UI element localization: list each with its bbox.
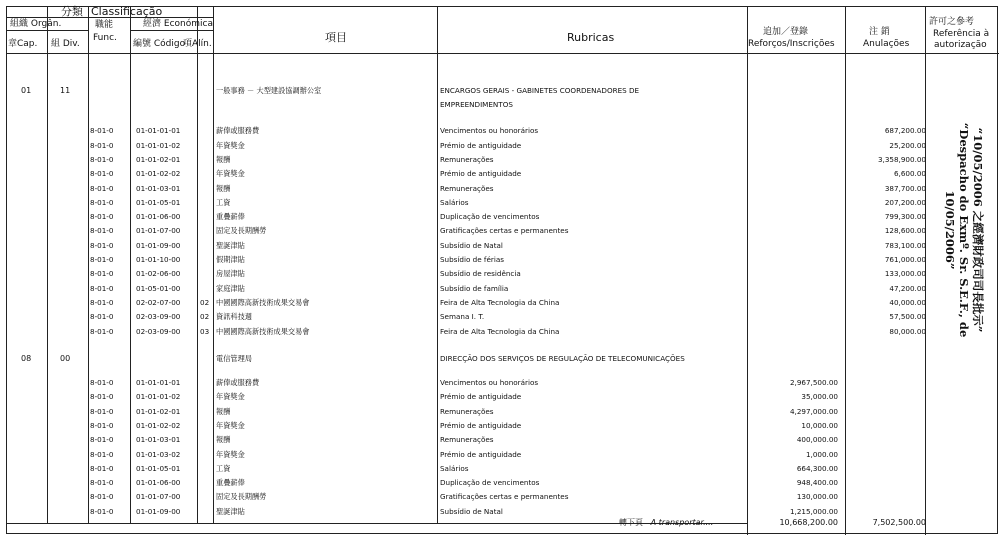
item-zh-cell: 報酬	[216, 406, 231, 416]
cap-cell: 08	[21, 354, 32, 363]
table-row	[7, 283, 999, 295]
rubrica-cell: Subsídio de férias	[440, 255, 504, 264]
table-row	[7, 268, 999, 280]
anulacao-cell: 207,200.00	[884, 197, 926, 207]
item-zh-cell: 電信管理局	[216, 354, 252, 363]
rubrica-cell: Prémio de antiguidade	[440, 392, 522, 402]
header-code-zh: 編號	[133, 39, 152, 49]
item-zh-cell: 年資獎金	[216, 420, 245, 430]
table-row	[7, 449, 999, 461]
reforco-cell: 664,300.00	[796, 463, 838, 473]
code-cell: 01-01-01-01	[136, 378, 181, 387]
alin-cell: 02	[200, 312, 210, 322]
func-cell: 8-01-0	[90, 420, 114, 430]
rubrica-cell: DIRECÇÃO DOS SERVIÇOS DE REGULAÇÃO DE TELECOMUNICAÇÕES	[440, 354, 685, 363]
rubrica-cell: Feira de Alta Tecnologia da China	[440, 326, 560, 336]
table-row	[7, 168, 999, 180]
func-cell: 8-01-0	[90, 269, 114, 279]
reforco-cell: 1,215,000.00	[789, 506, 838, 516]
item-zh-cell: 重疊薪俸	[216, 478, 245, 488]
item-zh-cell: 聖誕津貼	[216, 240, 245, 250]
func-cell: 8-01-0	[90, 463, 114, 473]
header-items-zh: 項目	[325, 31, 347, 44]
item-zh-cell: 重疊薪俸	[216, 212, 245, 222]
func-cell: 8-01-0	[90, 406, 114, 416]
rubrica-cell: Gratificações certas e permanentes	[440, 226, 569, 236]
rubrica-cell: Remunerações	[440, 154, 494, 164]
rubrica-cell: Salários	[440, 197, 469, 207]
anulacao-cell: 133,000.00	[884, 269, 926, 279]
func-cell: 8-01-0	[90, 378, 114, 387]
anulacao-cell: 3,358,900.00	[877, 154, 926, 164]
header-code-pt: Código	[153, 39, 186, 49]
table-row	[7, 377, 999, 389]
reforco-cell: 130,000.00	[796, 492, 838, 502]
code-cell: 01-01-07-00	[136, 226, 181, 236]
table-row	[7, 183, 999, 195]
code-cell: 01-02-06-00	[136, 269, 181, 279]
header-func-zh: 職能	[95, 20, 114, 30]
rubrica-cell: Vencimentos ou honorários	[440, 126, 539, 136]
item-zh-cell: 資訊科技週	[216, 312, 252, 322]
code-cell: 01-01-02-01	[136, 154, 181, 164]
budget-table	[6, 6, 998, 534]
rubrica-cell: Gratificações certas e permanentes	[440, 492, 569, 502]
code-cell: 01-01-02-02	[136, 420, 181, 430]
code-cell: 01-01-03-02	[136, 449, 181, 459]
item-zh-cell: 工資	[216, 463, 231, 473]
total-anulacoes: 7,502,500.00	[872, 518, 926, 527]
header-reforcos-zh: 追加／登錄	[763, 27, 809, 37]
func-cell: 8-01-0	[90, 126, 114, 136]
item-zh-cell: 年資獎金	[216, 140, 245, 150]
code-cell: 01-01-06-00	[136, 478, 181, 488]
alin-cell: 02	[200, 297, 210, 307]
code-cell: 01-01-09-00	[136, 240, 181, 250]
code-cell: 01-01-02-02	[136, 169, 181, 179]
rubrica-cell: Subsídio de Natal	[440, 240, 503, 250]
rubrica-cell: Prémio de antiguidade	[440, 420, 522, 430]
rubrica-cell: Subsídio de família	[440, 283, 509, 293]
item-zh-cell: 中國國際高新技術成果交易會	[216, 297, 310, 307]
anulacao-cell: 80,000.00	[889, 326, 926, 336]
table-row	[7, 326, 999, 338]
table-row	[7, 506, 999, 518]
item-zh-cell: 工資	[216, 197, 231, 207]
item-zh-cell: 報酬	[216, 183, 231, 193]
func-cell: 8-01-0	[90, 312, 114, 322]
rubrica-cell: Duplicação de vencimentos	[440, 478, 540, 488]
item-zh-cell: 薪俸或服務費	[216, 378, 260, 387]
reforco-cell: 10,000.00	[801, 420, 838, 430]
table-row	[7, 85, 999, 97]
table-row	[7, 240, 999, 252]
table-row	[7, 353, 999, 365]
note-line-2: “Despacho do Exmº. Sr. S.E.F., de	[957, 122, 971, 338]
code-cell: 01-01-01-02	[136, 140, 181, 150]
table-row	[7, 297, 999, 309]
rubrica-cell: ENCARGOS GERAIS - GABINETES COORDENADORES DE	[440, 86, 640, 95]
reforco-cell: 35,000.00	[801, 392, 838, 402]
func-cell: 8-01-0	[90, 240, 114, 250]
anulacao-cell: 25,200.00	[889, 140, 926, 150]
item-zh-cell: 家庭津貼	[216, 283, 245, 293]
header-ref-zh: 許可之參考	[929, 17, 975, 27]
func-cell: 8-01-0	[90, 169, 114, 179]
item-zh-cell: 假期津貼	[216, 255, 245, 264]
table-row	[7, 311, 999, 323]
code-cell: 01-01-05-01	[136, 463, 181, 473]
func-cell: 8-01-0	[90, 140, 114, 150]
code-cell: 02-02-07-00	[136, 297, 181, 307]
div-cell: 11	[60, 86, 71, 95]
item-zh-cell: 薪俸或服務費	[216, 126, 260, 136]
note-line-1: “10/05/2006 之經濟財政司司長批示”	[971, 127, 985, 333]
func-cell: 8-01-0	[90, 212, 114, 222]
table-row	[7, 477, 999, 489]
rubrica-cell: EMPREENDIMENTOS	[440, 100, 513, 110]
rubrica-cell: Subsídio de residência	[440, 269, 521, 279]
reforco-cell: 4,297,000.00	[789, 406, 838, 416]
code-cell: 01-01-01-02	[136, 392, 181, 402]
cap-cell: 01	[21, 86, 32, 95]
rubrica-cell: Subsídio de Natal	[440, 506, 503, 516]
header-organ-pt: Orgân.	[30, 19, 62, 29]
anulacao-cell: 40,000.00	[889, 297, 926, 307]
code-cell: 01-01-09-00	[136, 506, 181, 516]
table-row	[7, 406, 999, 418]
header-anulacoes-pt: Anulações	[863, 39, 910, 49]
rubrica-cell: Prémio de antiguidade	[440, 140, 522, 150]
table-row	[7, 434, 999, 446]
code-cell: 01-01-02-01	[136, 406, 181, 416]
table-row	[7, 491, 999, 503]
anulacao-cell: 6,600.00	[893, 169, 926, 179]
func-cell: 8-01-0	[90, 392, 114, 402]
code-cell: 01-05-01-00	[136, 283, 181, 293]
func-cell: 8-01-0	[90, 326, 114, 336]
rubrica-cell: Remunerações	[440, 183, 494, 193]
func-cell: 8-01-0	[90, 506, 114, 516]
anulacao-cell: 799,300.00	[884, 212, 926, 222]
rubrica-cell: Prémio de antiguidade	[440, 449, 522, 459]
anulacao-cell: 687,200.00	[884, 126, 926, 136]
item-zh-cell: 報酬	[216, 154, 231, 164]
anulacao-cell: 387,700.00	[884, 183, 926, 193]
note-line-3: 10/05/2006”	[943, 190, 957, 270]
table-row	[7, 463, 999, 475]
code-cell: 02-03-09-00	[136, 326, 181, 336]
func-cell: 8-01-0	[90, 297, 114, 307]
total-reforcos: 10,668,200.00	[779, 518, 838, 527]
header-econ-pt: Económica	[163, 19, 213, 29]
code-cell: 01-01-03-01	[136, 435, 181, 445]
carry-zh: 轉下頁	[619, 518, 643, 527]
item-zh-cell: 聖誕津貼	[216, 506, 245, 516]
header-organ-zh: 組織	[10, 19, 29, 29]
item-zh-cell: 一般事務 － 大型建設協調辦公室	[216, 86, 322, 95]
rubrica-cell: Prémio de antiguidade	[440, 169, 522, 179]
header-func-pt: Func.	[93, 33, 117, 43]
item-zh-cell: 固定及長期酬勞	[216, 226, 267, 236]
func-cell: 8-01-0	[90, 492, 114, 502]
div-cell: 00	[60, 354, 71, 363]
carry-pt: A transportar....	[650, 518, 714, 527]
table-row	[7, 225, 999, 237]
item-zh-cell: 報酬	[216, 435, 231, 445]
anulacao-cell: 128,600.00	[884, 226, 926, 236]
rubrica-cell: Salários	[440, 463, 469, 473]
anulacao-cell: 761,000.00	[884, 255, 926, 264]
reforco-cell: 1,000.00	[805, 449, 838, 459]
header-cap: 章Cap.	[8, 39, 38, 49]
item-zh-cell: 年資獎金	[216, 449, 245, 459]
header-alin: 項Alín.	[183, 39, 212, 49]
func-cell: 8-01-0	[90, 183, 114, 193]
table-row	[7, 197, 999, 209]
code-cell: 01-01-05-01	[136, 197, 181, 207]
func-cell: 8-01-0	[90, 226, 114, 236]
rubrica-cell: Remunerações	[440, 435, 494, 445]
func-cell: 8-01-0	[90, 283, 114, 293]
code-cell: 02-03-09-00	[136, 312, 181, 322]
item-zh-cell: 中國國際高新技術成果交易會	[216, 326, 310, 336]
table-row	[7, 254, 999, 266]
anulacao-cell: 47,200.00	[889, 283, 926, 293]
header-classification-pt: Classificação	[91, 5, 163, 18]
code-cell: 01-01-07-00	[136, 492, 181, 502]
header-ref-pt2: autorização	[934, 40, 987, 50]
rubrica-cell: Duplicação de vencimentos	[440, 212, 540, 222]
func-cell: 8-01-0	[90, 154, 114, 164]
alin-cell: 03	[200, 326, 210, 336]
rubrica-cell: Semana I. T.	[440, 312, 485, 322]
item-zh-cell: 固定及長期酬勞	[216, 492, 267, 502]
reforco-cell: 948,400.00	[796, 478, 838, 488]
func-cell: 8-01-0	[90, 478, 114, 488]
anulacao-cell: 57,500.00	[889, 312, 926, 322]
item-zh-cell: 年資獎金	[216, 169, 245, 179]
item-zh-cell: 房屋津貼	[216, 269, 245, 279]
carry-forward-label	[619, 517, 713, 529]
header-div: 組 Div.	[51, 39, 80, 49]
table-row	[7, 140, 999, 152]
func-cell: 8-01-0	[90, 449, 114, 459]
header-rubricas: Rubricas	[567, 31, 615, 44]
table-row	[7, 211, 999, 223]
code-cell: 01-01-01-01	[136, 126, 181, 136]
header-reforcos-pt: Reforços/Inscrições	[748, 39, 835, 49]
header-ref-pt1: Referência à	[933, 29, 990, 39]
func-cell: 8-01-0	[90, 197, 114, 207]
reforco-cell: 2,967,500.00	[789, 378, 838, 387]
code-cell: 01-01-03-01	[136, 183, 181, 193]
table-row	[7, 391, 999, 403]
table-row	[7, 125, 999, 137]
header-anulacoes-zh: 注 銷	[869, 27, 890, 37]
reforco-cell: 400,000.00	[796, 435, 838, 445]
item-zh-cell: 年資獎金	[216, 392, 245, 402]
table-row	[7, 420, 999, 432]
rubrica-cell: Vencimentos ou honorários	[440, 378, 539, 387]
func-cell: 8-01-0	[90, 435, 114, 445]
rubrica-cell: Remunerações	[440, 406, 494, 416]
anulacao-cell: 783,100.00	[884, 240, 926, 250]
table-row	[7, 154, 999, 166]
table-row	[7, 99, 999, 111]
func-cell: 8-01-0	[90, 255, 114, 264]
code-cell: 01-01-10-00	[136, 255, 181, 264]
authorization-note	[930, 65, 998, 395]
header-econ-zh: 經濟	[143, 19, 162, 29]
code-cell: 01-01-06-00	[136, 212, 181, 222]
rubrica-cell: Feira de Alta Tecnologia da China	[440, 297, 560, 307]
header-classification-zh: 分類	[61, 5, 83, 18]
